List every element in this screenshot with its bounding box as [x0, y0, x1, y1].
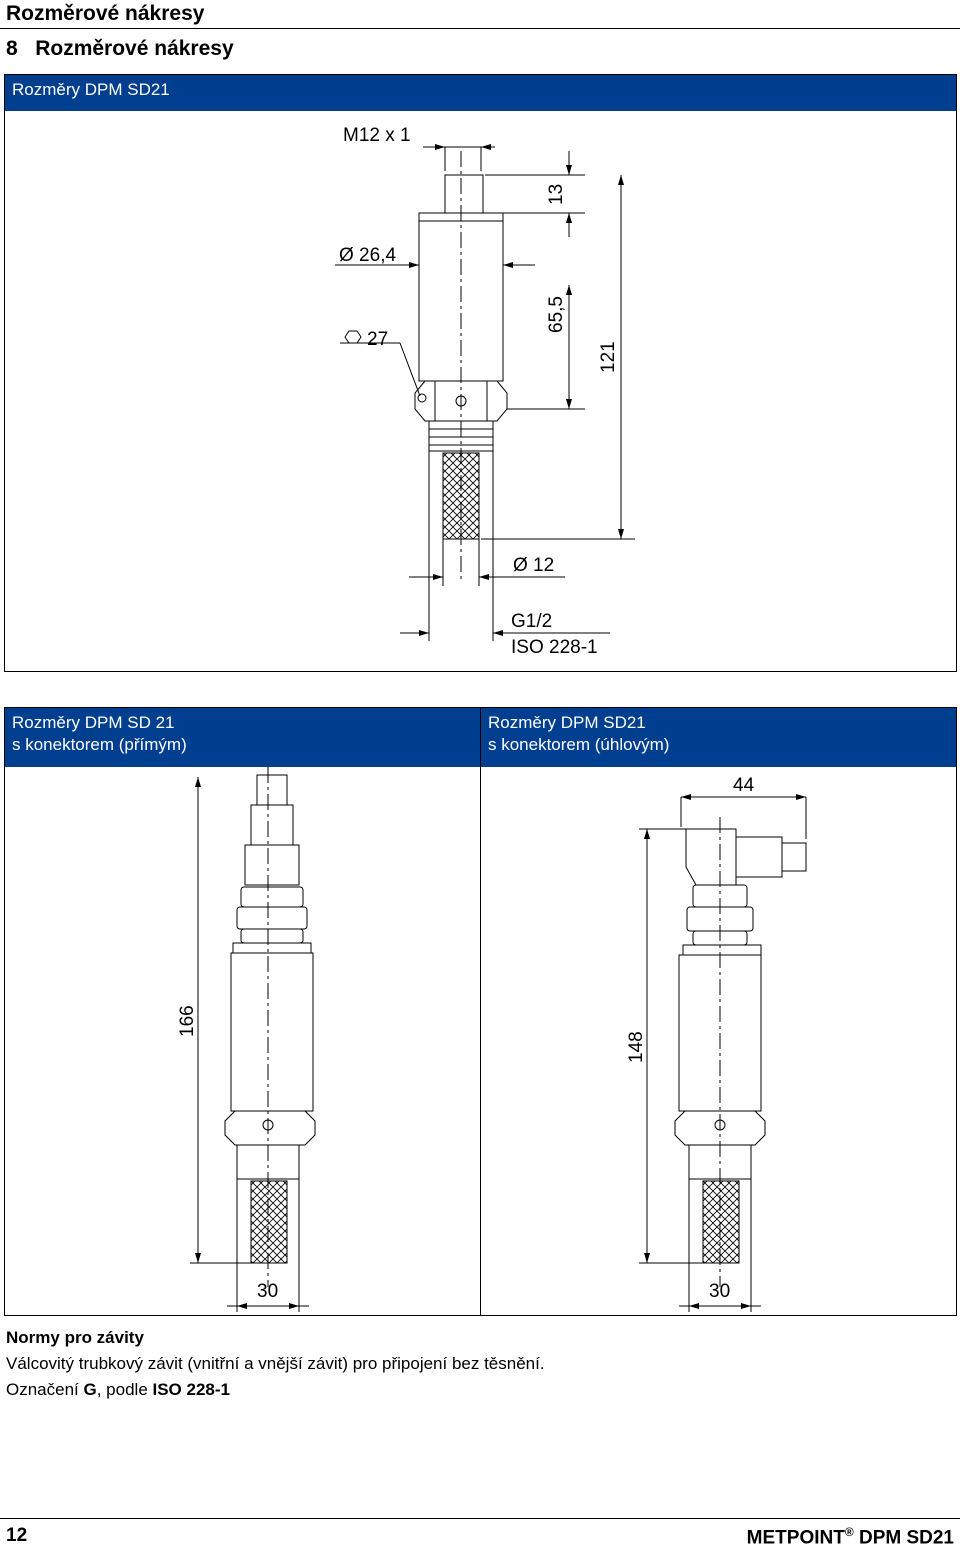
label-iso: ISO 228-1: [511, 637, 598, 658]
label-dia-filter: Ø 12: [513, 555, 555, 576]
panel-title: [481, 708, 956, 767]
page-number: 12: [6, 1525, 28, 1546]
footer-rule: [0, 1518, 960, 1519]
panel-angle-connector: [480, 707, 957, 1316]
notes-line2: [6, 1377, 545, 1403]
label-len-121: 121: [598, 341, 619, 373]
straight-connector-drawing: [5, 767, 480, 1315]
panel-title-line2: s konektorem (úhlovým): [488, 735, 670, 754]
section-title-text: Rozměrové nákresy: [35, 37, 234, 60]
panel-title-line2: s konektorem (přímým): [12, 735, 187, 754]
brand-name: METPOINT: [746, 1527, 845, 1549]
label-thread: M12 x 1: [343, 125, 411, 146]
label-height: 166: [177, 1005, 198, 1037]
panel-title: [5, 708, 480, 767]
notes-line2-g: G: [83, 1380, 97, 1399]
sensor-body: [231, 953, 313, 1111]
hex-nut: [225, 1111, 315, 1145]
filter-mesh: [703, 1181, 739, 1263]
label-width: 30: [709, 1281, 731, 1302]
label-top-width: 44: [733, 775, 755, 796]
notes-heading: Normy pro závity: [6, 1328, 144, 1347]
brand-reg: ®: [844, 1525, 854, 1539]
panel-straight-connector: [4, 707, 481, 1316]
thread-norms: [6, 1325, 545, 1403]
angle-connector-drawing: [481, 767, 956, 1315]
notes-line2-iso: ISO 228-1: [152, 1380, 230, 1399]
section-title: [6, 37, 234, 61]
sensor-drawing: [5, 111, 956, 671]
footer-brand: [747, 1525, 954, 1549]
connector-pin: [445, 175, 483, 213]
label-dia-body: Ø 26,4: [339, 245, 397, 266]
label-height: 148: [626, 1031, 647, 1063]
panel-title-line1: Rozměry DPM SD21: [488, 713, 646, 732]
label-width: 30: [257, 1281, 279, 1302]
header-rule: [0, 28, 960, 29]
panel-dimensions-sd21: [4, 74, 957, 672]
label-hex: 27: [367, 329, 389, 350]
running-head: Rozměrové nákresy: [6, 2, 205, 25]
panel-title: Rozměry DPM SD21: [5, 75, 956, 111]
filter-mesh: [443, 453, 479, 539]
hex-symbol-icon: [345, 331, 361, 343]
label-g-thread: G1/2: [511, 611, 553, 632]
label-len-13: 13: [546, 183, 567, 205]
label-len-65: 65,5: [546, 296, 567, 333]
filter-mesh: [251, 1181, 287, 1263]
notes-line2-mid: , podle: [96, 1380, 153, 1399]
notes-line2-prefix: Označení: [6, 1380, 84, 1399]
section-number: 8: [6, 37, 18, 60]
notes-line1: Válcovitý trubkový závit (vnitřní a vnější závit) pro připojení bez těsnění.: [6, 1354, 545, 1373]
panel-title-line1: Rozměry DPM SD 21: [12, 713, 175, 732]
brand-product: DPM SD21: [858, 1527, 954, 1549]
